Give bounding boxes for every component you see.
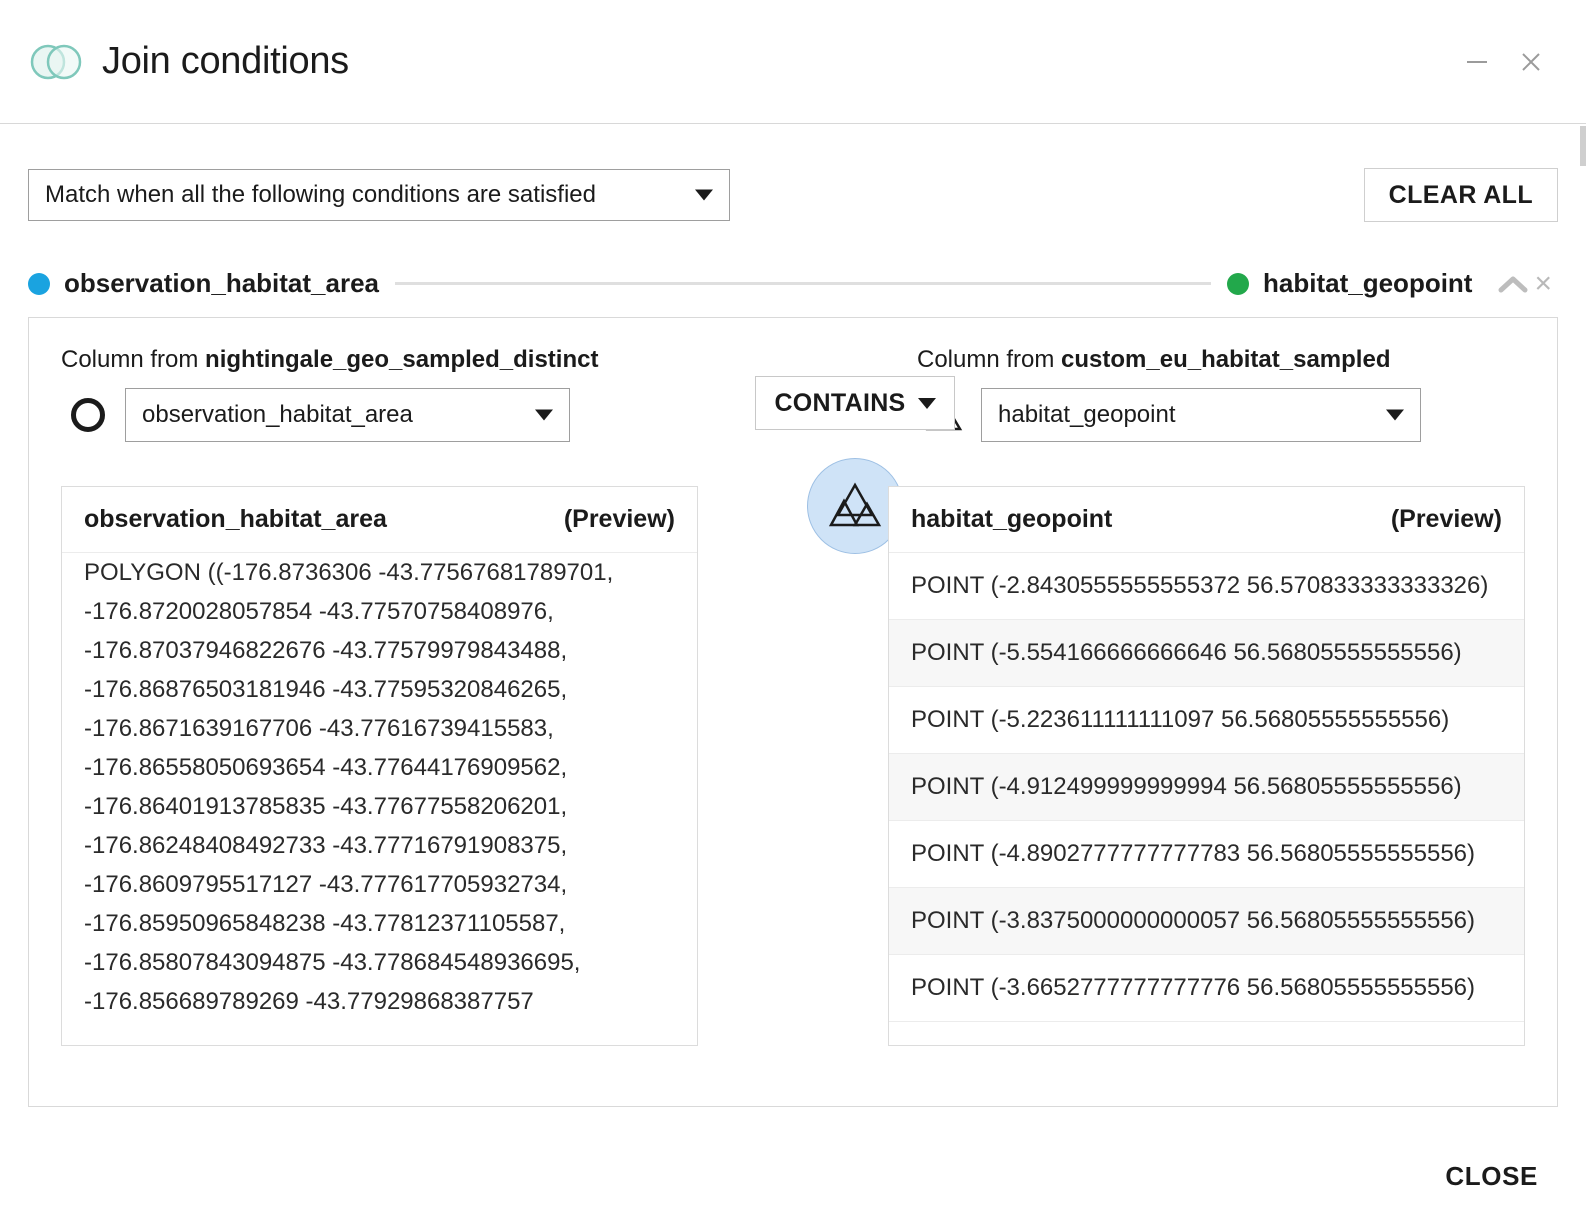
page-title: Join conditions	[102, 40, 349, 82]
list-item: -176.85807843094875 -43.778684548936695,	[84, 949, 581, 976]
list-item: POLYGON ((-176.8736306 -43.77567681789701,	[84, 559, 614, 586]
dialog-footer	[1427, 1151, 1556, 1202]
list-item: -176.8609795517127 -43.777617705932734,	[84, 871, 568, 898]
left-preview-panel	[61, 486, 698, 1046]
close-window-button[interactable]	[1504, 35, 1558, 89]
left-field-dot-icon	[28, 273, 50, 295]
chevron-down-icon	[918, 398, 936, 409]
chevron-down-icon	[535, 410, 553, 421]
close-button[interactable]: CLOSE	[1427, 1151, 1556, 1202]
list-item: -176.8671639167706 -43.77616739415583,	[84, 715, 554, 742]
left-preview-title: observation_habitat_area	[84, 505, 387, 533]
condition-columns	[29, 318, 1557, 442]
list-item: -176.8720028057854 -43.77570758408976,	[84, 598, 554, 625]
right-preview-body[interactable]	[889, 553, 1524, 1022]
chevron-down-icon	[1386, 410, 1404, 421]
left-table-name: nightingale_geo_sampled_distinct	[205, 346, 599, 373]
operator-label: CONTAINS	[774, 388, 906, 417]
dialog-titlebar	[0, 0, 1586, 124]
list-item: -176.86558050693654 -43.77644176909562,	[84, 754, 568, 781]
list-item: -176.87037946822676 -43.77579979843488,	[84, 637, 568, 664]
list-item: POINT (-2.8430555555555372 56.570833333333326)	[889, 553, 1524, 620]
minimize-button[interactable]	[1450, 35, 1504, 89]
right-column-select[interactable]	[981, 388, 1421, 442]
chevron-up-icon[interactable]	[1496, 269, 1530, 299]
left-column-picker	[61, 388, 669, 442]
condition-card	[28, 317, 1558, 1107]
right-table-name: custom_eu_habitat_sampled	[1061, 346, 1391, 373]
operator-select[interactable]	[755, 376, 954, 430]
left-preview-header	[62, 487, 697, 553]
list-item: POINT (-3.8375000000000057 56.56805555555556)	[889, 888, 1524, 955]
right-preview-panel	[888, 486, 1525, 1046]
right-column-picker	[917, 388, 1525, 442]
match-mode-select[interactable]	[28, 169, 730, 221]
list-item: POINT (-5.223611111111097 56.56805555555556)	[889, 687, 1524, 754]
list-item: -176.86248408492733 -43.77716791908375,	[84, 832, 568, 859]
list-item: POINT (-3.6652777777777776 56.56805555555556)	[889, 955, 1524, 1022]
remove-condition-icon[interactable]: ×	[1534, 266, 1552, 300]
left-column-label-prefix: Column from	[61, 346, 206, 373]
chevron-down-icon	[695, 190, 713, 201]
right-column-label-prefix: Column from	[917, 346, 1062, 373]
right-column-label	[917, 346, 1525, 374]
right-field-dot-icon	[1227, 273, 1249, 295]
list-item: POINT (-4.912499999999994 56.56805555555556)	[889, 754, 1524, 821]
left-column-select[interactable]	[125, 388, 570, 442]
condition-actions	[1496, 266, 1552, 300]
venn-diagram-icon	[28, 42, 84, 82]
left-preview-subtitle: (Preview)	[563, 505, 675, 533]
list-item: -176.856689789269 -43.77929868387757	[84, 988, 534, 1015]
preview-panels	[29, 486, 1557, 1046]
match-mode-row	[28, 168, 1558, 222]
condition-left-field: observation_habitat_area	[64, 268, 380, 298]
left-preview-body[interactable]	[62, 553, 697, 1021]
list-item: -176.86401913785835 -43.77677558206201,	[84, 793, 568, 820]
list-item: -176.86876503181946 -43.77595320846265,	[84, 676, 568, 703]
clear-all-button[interactable]: CLEAR ALL	[1364, 168, 1558, 222]
list-item: POINT (-5.554166666666646 56.56805555555556)	[889, 620, 1524, 687]
right-column-group	[917, 346, 1525, 442]
left-column-group	[61, 346, 669, 442]
condition-right-field: habitat_geopoint	[1263, 268, 1473, 298]
condition-connector-line	[395, 282, 1211, 285]
dialog-body	[0, 124, 1586, 1218]
list-item: -176.85950965848238 -43.77812371105587,	[84, 910, 566, 937]
left-column-label	[61, 346, 669, 374]
right-column-value: habitat_geopoint	[998, 401, 1176, 428]
condition-header	[28, 268, 1558, 299]
left-column-value: observation_habitat_area	[142, 401, 413, 428]
circle-outline-icon	[61, 388, 115, 442]
right-preview-subtitle: (Preview)	[1390, 505, 1502, 533]
right-preview-title: habitat_geopoint	[911, 505, 1113, 533]
list-item: POINT (-4.8902777777777783 56.56805555555556)	[889, 821, 1524, 888]
right-preview-header	[889, 487, 1524, 553]
match-mode-value: Match when all the following conditions are satisfied	[45, 181, 596, 208]
